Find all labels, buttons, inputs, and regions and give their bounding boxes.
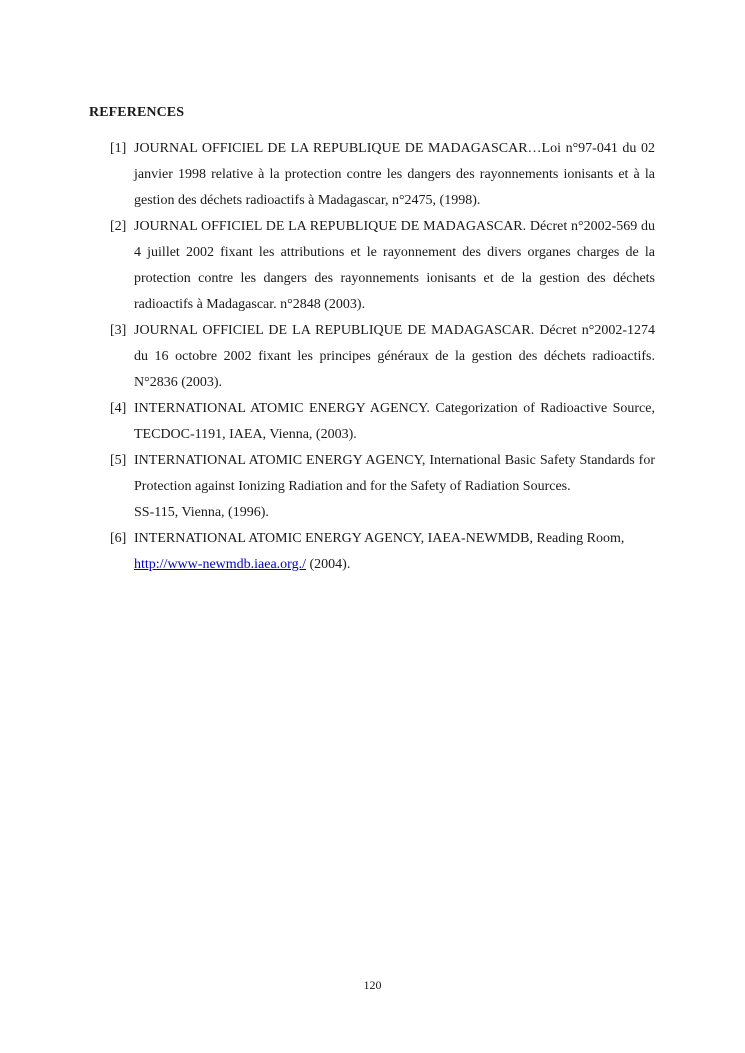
- reference-text: INTERNATIONAL ATOMIC ENERGY AGENCY. Categorization of Radioactive Source, TECDOC-1191, IAEA, Vienna, (2003).: [134, 401, 655, 442]
- reference-item-6: [110, 526, 655, 578]
- reference-number: [1]: [110, 141, 127, 156]
- reference-number: [2]: [110, 219, 127, 234]
- reference-link[interactable]: http://www-newmdb.iaea.org./: [134, 557, 306, 572]
- references-heading: REFERENCES: [89, 105, 185, 120]
- reference-text: INTERNATIONAL ATOMIC ENERGY AGENCY, IAEA-NEWMDB, Reading Room,: [134, 531, 625, 546]
- reference-number: [4]: [110, 401, 127, 416]
- reference-text: JOURNAL OFFICIEL DE LA REPUBLIQUE DE MADAGASCAR. Décret n°2002-569 du 4 juillet 2002 fixant les attributions et le rayonnement des divers organes charges de la protection contre les dangers des rayonnements ionisants et de la gestion des déchets radioactifs à Madagascar. n°2848 (2003).: [134, 219, 655, 312]
- reference-number: [3]: [110, 323, 127, 338]
- reference-number: [5]: [110, 453, 127, 468]
- reference-text: INTERNATIONAL ATOMIC ENERGY AGENCY, International Basic Safety Standards for Protection against Ionizing Radiation and for the Safety of Radiation Sources.: [134, 453, 655, 494]
- reference-item-4: [110, 396, 655, 448]
- reference-text: JOURNAL OFFICIEL DE LA REPUBLIQUE DE MADAGASCAR…Loi n°97-041 du 02 janvier 1998 relative à la protection contre les dangers des rayonnements ionisants et à la gestion des déchets radioactifs à Madagascar, n°2475, (1998).: [134, 141, 655, 208]
- reference-text: JOURNAL OFFICIEL DE LA REPUBLIQUE DE MADAGASCAR. Décret n°2002-1274 du 16 octobre 2002 fixant les principes généraux de la gestion des déchets radioactifs. N°2836 (2003).: [134, 323, 655, 390]
- reference-number: [6]: [110, 531, 127, 546]
- page-number: 120: [363, 978, 382, 992]
- reference-item-2: [110, 214, 655, 318]
- reference-list: [110, 136, 655, 578]
- reference-item-5: [110, 448, 655, 526]
- reference-link-suffix: (2004).: [306, 557, 351, 572]
- reference-item-1: [110, 136, 655, 214]
- reference-extra: SS-115, Vienna, (1996).: [134, 505, 269, 520]
- reference-item-3: [110, 318, 655, 396]
